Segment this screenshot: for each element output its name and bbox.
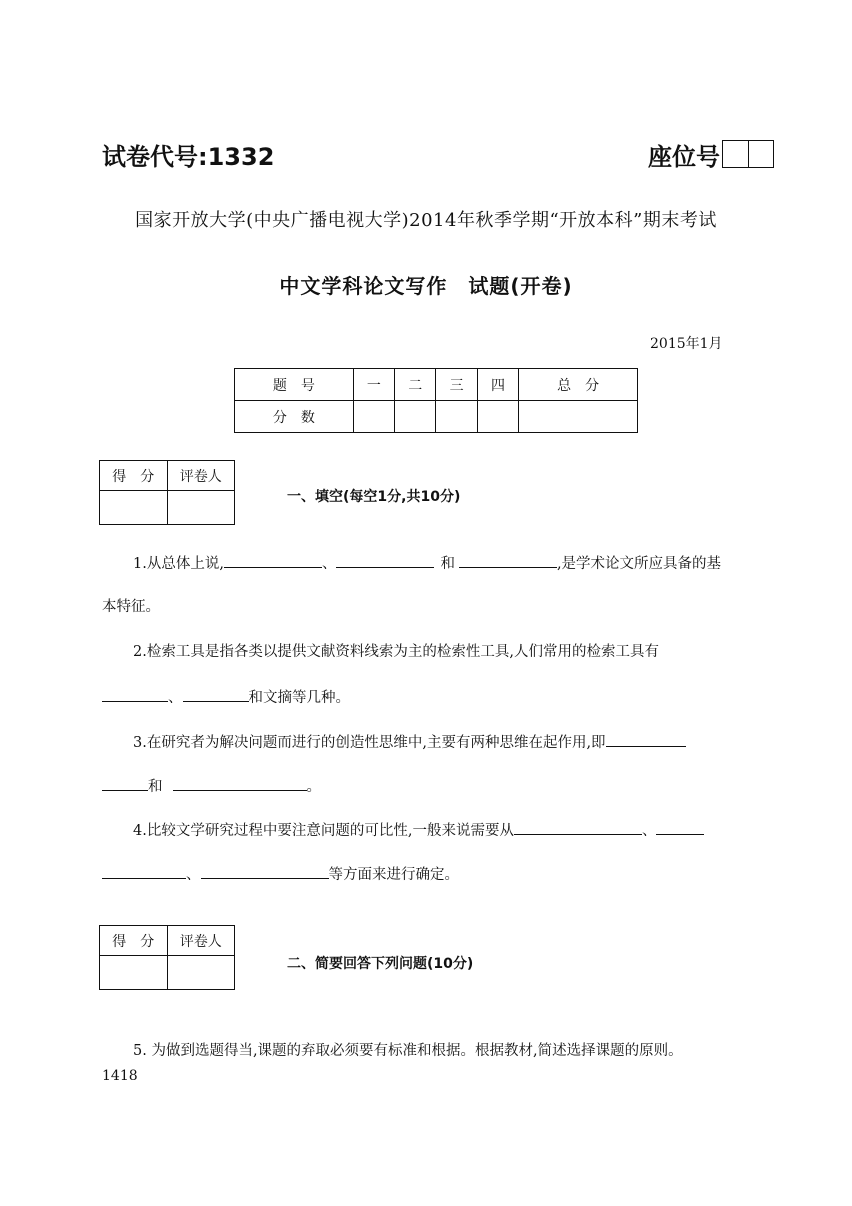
question-4-line-2 — [102, 864, 459, 885]
question-text: 。 — [306, 779, 321, 795]
section-heading-fill-blank: 一、填空(每空1分,共10分) — [287, 489, 461, 505]
answer-blank — [224, 553, 322, 568]
seat-box — [749, 141, 774, 167]
seat-box — [723, 141, 749, 167]
score-cell-empty — [353, 401, 394, 433]
question-2-line-1: 2.检索工具是指各类以提供文献资料线索为主的检索性工具,人们常用的检索工具有 — [133, 644, 659, 660]
exam-date: 2015年1月 — [650, 336, 723, 352]
grader-label: 评卷人 — [167, 461, 235, 491]
score-table-cell: 四 — [477, 369, 518, 401]
seat-number-boxes — [722, 140, 774, 168]
question-1-line-1 — [133, 553, 721, 574]
score-cell-empty — [100, 956, 168, 990]
answer-blank — [102, 776, 148, 791]
score-cell-empty — [519, 401, 638, 433]
exam-code: 试卷代号:1332 — [102, 143, 275, 171]
score-table-score-row — [235, 401, 638, 433]
grader-cell-empty — [167, 491, 235, 525]
grader-label: 评卷人 — [167, 926, 235, 956]
score-table-cell: 三 — [436, 369, 477, 401]
answer-blank — [336, 553, 434, 568]
question-text: 和文摘等几种。 — [248, 690, 350, 706]
answer-blank — [514, 820, 642, 835]
score-cell-empty — [395, 401, 436, 433]
question-text: 、 — [186, 867, 201, 883]
question-text: 、 — [641, 823, 657, 839]
grader-box — [99, 925, 235, 990]
answer-blank — [102, 864, 186, 879]
answer-blank — [201, 864, 329, 879]
exam-title: 国家开放大学(中央广播电视大学)2014年秋季学期“开放本科”期末考试 — [135, 210, 717, 231]
score-table-cell: 一 — [353, 369, 394, 401]
score-cell-empty — [100, 491, 168, 525]
score-table-cell: 二 — [395, 369, 436, 401]
score-label: 得 分 — [100, 926, 168, 956]
question-3-line-2 — [102, 776, 321, 797]
question-2-line-2 — [102, 687, 350, 708]
question-4-line-1 — [133, 820, 704, 841]
question-text: 和 — [440, 556, 455, 572]
question-5: 5. 为做到选题得当,课题的弃取必须要有标准和根据。根据教材,简述选择课题的原则。 — [133, 1043, 683, 1059]
score-cell-empty — [477, 401, 518, 433]
grader-cell-empty — [167, 956, 235, 990]
question-text: 1.从总体上说, — [133, 556, 224, 572]
question-text: 4.比较文学研究过程中要注意问题的可比性,一般来说需要从 — [133, 823, 514, 839]
score-label: 得 分 — [100, 461, 168, 491]
question-1-line-2: 本特征。 — [102, 599, 160, 615]
score-cell-empty — [436, 401, 477, 433]
answer-blank — [102, 687, 168, 702]
page-number: 1418 — [102, 1068, 138, 1084]
score-table-cell: 分 数 — [235, 401, 354, 433]
question-3-line-1 — [133, 732, 686, 753]
score-table — [234, 368, 638, 433]
question-text: 、 — [321, 556, 337, 572]
score-table-cell: 总 分 — [519, 369, 638, 401]
question-text: 等方面来进行确定。 — [328, 867, 459, 883]
section-heading-short-answer: 二、简要回答下列问题(10分) — [287, 956, 474, 972]
score-table-header-row — [235, 369, 638, 401]
grader-box — [99, 460, 235, 525]
question-text: 和 — [148, 779, 163, 795]
answer-blank — [183, 687, 249, 702]
question-text: 3.在研究者为解决问题而进行的创造性思维中,主要有两种思维在起作用,即 — [133, 735, 606, 751]
seat-number-label: 座位号 — [648, 143, 720, 171]
score-table-cell: 题 号 — [235, 369, 354, 401]
answer-blank — [656, 820, 704, 835]
course-title: 中文学科论文写作 试题(开卷) — [279, 274, 573, 298]
question-text: 、 — [168, 690, 183, 706]
answer-blank — [459, 553, 557, 568]
answer-blank — [606, 732, 686, 747]
question-text: ,是学术论文所应具备的基 — [556, 556, 722, 572]
answer-blank — [173, 776, 307, 791]
